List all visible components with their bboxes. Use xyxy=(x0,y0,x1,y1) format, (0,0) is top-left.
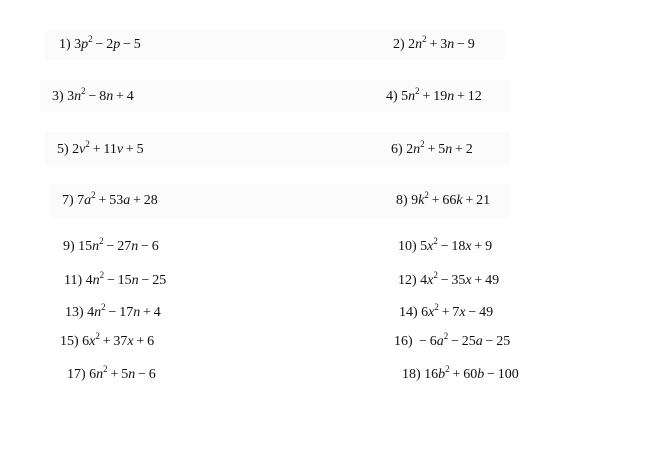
problem-expression: $4n^2 - 15n - 25$ xyxy=(85,270,167,288)
problem-number: 9) xyxy=(63,239,75,254)
problem-expression: $2v^2 + 11v + 5$ xyxy=(72,139,144,157)
problem-item xyxy=(57,141,144,159)
problem-number: 18) xyxy=(402,367,421,382)
problem-expression: $9k^2 + 66k + 21$ xyxy=(411,190,491,208)
problem-expression: $6x^2 + 37x + 6$ xyxy=(82,331,155,349)
problem-number: 12) xyxy=(398,273,417,288)
problem-number: 6) xyxy=(391,142,403,157)
problem-item xyxy=(52,88,134,106)
problem-number: 5) xyxy=(57,142,69,157)
problem-expression: $7a^2 + 53a + 28$ xyxy=(77,190,158,208)
problem-number: 16) xyxy=(394,334,413,349)
problem-item xyxy=(391,141,473,159)
problem-item xyxy=(402,366,519,384)
problem-number: 15) xyxy=(60,334,79,349)
problem-expression: $5x^2 - 18x + 9$ xyxy=(420,236,493,254)
problem-item xyxy=(63,238,159,256)
problem-expression: $3p^2 - 2p - 5$ xyxy=(74,34,141,52)
problem-expression: $2n^2 + 3n - 9$ xyxy=(408,34,475,52)
problem-item xyxy=(64,272,166,290)
problem-number: 10) xyxy=(398,239,417,254)
problem-expression: $4n^2 - 17n + 4$ xyxy=(87,302,161,320)
problem-expression: $3n^2 - 8n + 4$ xyxy=(67,86,134,104)
problem-expression: $5n^2 + 19n + 12$ xyxy=(401,86,482,104)
problem-number: 14) xyxy=(399,305,418,320)
problem-number: 17) xyxy=(67,367,86,382)
problem-item xyxy=(399,304,493,322)
problem-number: 11) xyxy=(64,273,83,288)
problem-item xyxy=(396,192,490,210)
problem-expression: $2n^2 + 5n + 2$ xyxy=(406,139,473,157)
problem-expression: $4x^2 - 35x + 49$ xyxy=(420,270,500,288)
problem-item xyxy=(398,238,492,256)
problem-item xyxy=(398,272,499,290)
problem-item xyxy=(65,304,161,322)
problem-item xyxy=(386,88,482,106)
problem-number: 13) xyxy=(65,305,84,320)
problem-expression: $6x^2 + 7x - 49$ xyxy=(421,302,494,320)
problem-item xyxy=(393,36,475,54)
problem-item xyxy=(60,333,154,351)
problem-number: 2) xyxy=(393,37,405,52)
problem-number: 3) xyxy=(52,89,64,104)
problem-item xyxy=(62,192,158,210)
problem-expression: − $6a^2 - 25a - 25$ xyxy=(416,331,511,349)
problem-item xyxy=(67,366,156,384)
problem-number: 7) xyxy=(62,193,74,208)
problem-expression: $16b^2 + 60b - 100$ xyxy=(424,364,519,382)
problem-expression: $15n^2 - 27n - 6$ xyxy=(78,236,159,254)
problem-item xyxy=(59,36,141,54)
problem-number: 4) xyxy=(386,89,398,104)
problem-item xyxy=(394,333,510,351)
problem-number: 1) xyxy=(59,37,71,52)
problem-expression: $6n^2 + 5n - 6$ xyxy=(89,364,156,382)
problem-number: 8) xyxy=(396,193,408,208)
